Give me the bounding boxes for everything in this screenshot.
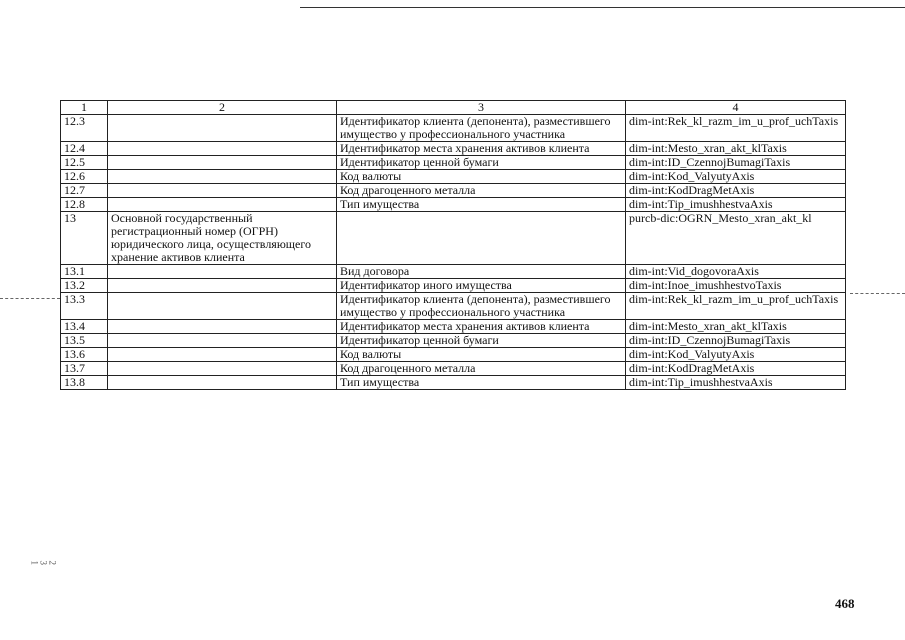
table-cell-c3: Идентификатор места хранения активов клиента	[337, 142, 626, 156]
table-cell-c2	[108, 293, 337, 320]
table-cell-c2	[108, 279, 337, 293]
table-cell-c3: Код драгоценного металла	[337, 362, 626, 376]
table-cell-c3: Код валюты	[337, 170, 626, 184]
table-cell-c4: dim-int:Tip_imushhestvaAxis	[626, 376, 846, 390]
table-cell-c3: Вид договора	[337, 265, 626, 279]
table-cell-c4: dim-int:Mesto_xran_akt_klTaxis	[626, 320, 846, 334]
table-cell-c4: dim-int:Kod_ValyutyAxis	[626, 170, 846, 184]
table-cell-c3: Тип имущества	[337, 198, 626, 212]
table-body	[61, 115, 846, 390]
table-cell-c1: 12.4	[61, 142, 108, 156]
table-row	[61, 170, 846, 184]
table-cell-c2	[108, 198, 337, 212]
table-row	[61, 320, 846, 334]
table-row	[61, 362, 846, 376]
table-cell-c4: dim-int:Rek_kl_razm_im_u_prof_uchTaxis	[626, 293, 846, 320]
table-cell-c3: Идентификатор клиента (депонента), разместившего имущество у профессионального участника	[337, 293, 626, 320]
table-cell-c1: 13.3	[61, 293, 108, 320]
table-cell-c2	[108, 142, 337, 156]
table-cell-c1: 13.6	[61, 348, 108, 362]
table-cell-c4: dim-int:Vid_dogovoraAxis	[626, 265, 846, 279]
table-cell-c1: 12.6	[61, 170, 108, 184]
table-row	[61, 198, 846, 212]
table-cell-c3: Код валюты	[337, 348, 626, 362]
table-cell-c4: dim-int:Inoe_imushhestvoTaxis	[626, 279, 846, 293]
column-header: 1	[61, 101, 108, 115]
table-cell-c4: dim-int:KodDragMetAxis	[626, 362, 846, 376]
table-row	[61, 279, 846, 293]
table-header-row	[61, 101, 846, 115]
margin-mark-text: 2 3 1	[29, 560, 58, 565]
table-row	[61, 156, 846, 170]
table-cell-c1: 13.1	[61, 265, 108, 279]
table-cell-c3: Тип имущества	[337, 376, 626, 390]
table-cell-c1: 13	[61, 212, 108, 265]
table-cell-c3: Идентификатор клиента (депонента), разместившего имущество у профессионального участника	[337, 115, 626, 142]
table-row	[61, 212, 846, 265]
table-cell-c3	[337, 212, 626, 265]
table-cell-c1: 13.7	[61, 362, 108, 376]
table-cell-c4: dim-int:Tip_imushhestvaAxis	[626, 198, 846, 212]
table-cell-c1: 12.8	[61, 198, 108, 212]
column-header: 2	[108, 101, 337, 115]
table-cell-c4: dim-int:ID_CzennojBumagiTaxis	[626, 156, 846, 170]
table-cell-c2	[108, 265, 337, 279]
table-cell-c1: 12.3	[61, 115, 108, 142]
table-row	[61, 142, 846, 156]
table-cell-c3: Идентификатор ценной бумаги	[337, 334, 626, 348]
table-cell-c4: dim-int:Kod_ValyutyAxis	[626, 348, 846, 362]
table-cell-c4: dim-int:ID_CzennojBumagiTaxis	[626, 334, 846, 348]
table-row	[61, 376, 846, 390]
table-cell-c3: Идентификатор места хранения активов клиента	[337, 320, 626, 334]
table-cell-c3: Код драгоценного металла	[337, 184, 626, 198]
margin-mark	[29, 552, 58, 592]
page-number: 468	[835, 596, 855, 611]
table-row	[61, 115, 846, 142]
table-cell-c1: 12.7	[61, 184, 108, 198]
table-cell-c1: 13.5	[61, 334, 108, 348]
table-cell-c2	[108, 362, 337, 376]
table-cell-c4: dim-int:KodDragMetAxis	[626, 184, 846, 198]
column-header: 3	[337, 101, 626, 115]
table-cell-c2	[108, 320, 337, 334]
table-cell-c4: dim-int:Mesto_xran_akt_klTaxis	[626, 142, 846, 156]
table-cell-c1: 13.8	[61, 376, 108, 390]
table-cell-c2: Основной государственный регистрационный номер (ОГРН) юридического лица, осуществляющего хранение активов клиента	[108, 212, 337, 265]
table-cell-c3: Идентификатор иного имущества	[337, 279, 626, 293]
cut-line-right	[850, 293, 905, 294]
table-cell-c1: 13.4	[61, 320, 108, 334]
table-cell-c2	[108, 348, 337, 362]
table-cell-c1: 12.5	[61, 156, 108, 170]
top-rule	[300, 7, 905, 8]
table-cell-c2	[108, 156, 337, 170]
table-cell-c4: purcb-dic:OGRN_Mesto_xran_akt_kl	[626, 212, 846, 265]
table-row	[61, 184, 846, 198]
mapping-table	[60, 100, 846, 390]
table-row	[61, 348, 846, 362]
table-cell-c2	[108, 115, 337, 142]
table-cell-c2	[108, 376, 337, 390]
table-row	[61, 293, 846, 320]
table-cell-c4: dim-int:Rek_kl_razm_im_u_prof_uchTaxis	[626, 115, 846, 142]
table-cell-c3: Идентификатор ценной бумаги	[337, 156, 626, 170]
column-header: 4	[626, 101, 846, 115]
table-cell-c1: 13.2	[61, 279, 108, 293]
table-cell-c2	[108, 170, 337, 184]
table-cell-c2	[108, 184, 337, 198]
cut-line-left	[0, 298, 60, 299]
table-cell-c2	[108, 334, 337, 348]
table-row	[61, 265, 846, 279]
table-row	[61, 334, 846, 348]
